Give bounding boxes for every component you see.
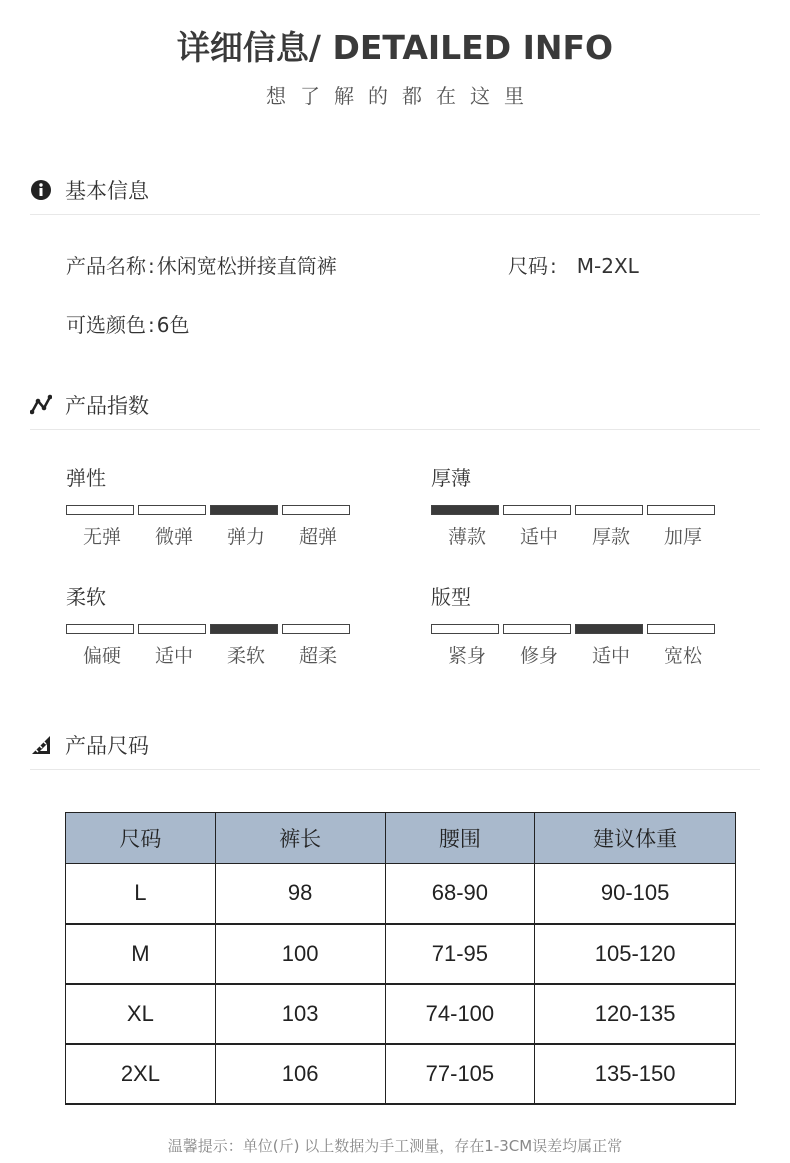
column-header: 腰围 [385, 813, 535, 864]
gauge-bars [66, 505, 366, 515]
gauge-segment [575, 505, 643, 515]
column-header: 尺码 [66, 813, 216, 864]
table-row [66, 864, 736, 924]
ruler-triangle-icon [30, 734, 52, 756]
gauge-segment [647, 624, 715, 634]
table-cell: XL [66, 984, 216, 1044]
gauge-option: 弹力 [226, 526, 265, 548]
gauge-bars [431, 505, 731, 515]
table-cell: 120-135 [535, 984, 736, 1044]
gauge-segment [431, 505, 499, 515]
gauge-option: 紧身 [447, 645, 486, 667]
table-cell: 2XL [66, 1044, 216, 1104]
gauge-elasticity [66, 462, 366, 548]
gauge-segment [503, 624, 571, 634]
gauge-segment [647, 505, 715, 515]
gauge-title: 柔软 [66, 585, 106, 609]
size-table [65, 812, 736, 1105]
table-row [66, 924, 736, 984]
gauge-segment [282, 624, 350, 634]
table-cell: 100 [215, 924, 385, 984]
gauge-segment [282, 505, 350, 515]
gauge-softness [66, 581, 366, 667]
column-header: 建议体重 [535, 813, 736, 864]
gauge-option: 适中 [154, 645, 193, 667]
measurement-tip: 温馨提示：单位(斤) 以上数据为手工测量，存在1-3CM误差均属正常 [167, 1137, 623, 1155]
gauge-segment [210, 624, 278, 634]
size-range-label: 尺码 [508, 254, 548, 278]
product-size-heading: 产品尺码 [65, 734, 149, 758]
table-cell: 77-105 [385, 1044, 535, 1104]
table-row [66, 984, 736, 1044]
gauge-title: 版型 [431, 585, 471, 609]
table-cell: 106 [215, 1044, 385, 1104]
gauge-option: 宽松 [663, 645, 702, 667]
size-range-row: 尺码 : M-2XL [508, 254, 639, 278]
size-range-value: M-2XL [576, 254, 639, 278]
color-label: 可选颜色 [66, 313, 146, 337]
table-cell: 103 [215, 984, 385, 1044]
gauge-option: 加厚 [663, 526, 702, 548]
info-icon [30, 179, 52, 201]
gauge-option: 无弹 [82, 526, 121, 548]
gauge-option: 适中 [591, 645, 630, 667]
gauge-option: 超柔 [298, 645, 337, 667]
gauge-segment [138, 624, 206, 634]
product-size-header [30, 730, 760, 770]
table-cell: 71-95 [385, 924, 535, 984]
gauge-segment [431, 624, 499, 634]
page-title: 详细信息/ DETAILED INFO [176, 28, 614, 67]
table-cell: 68-90 [385, 864, 535, 924]
gauge-option: 微弹 [154, 526, 193, 548]
table-header-row [66, 813, 736, 864]
gauge-segment [66, 505, 134, 515]
gauge-option: 修身 [519, 645, 558, 667]
color-value: 6色 [156, 313, 190, 337]
gauge-option: 薄款 [447, 526, 486, 548]
basic-info-heading: 基本信息 [65, 179, 149, 203]
gauge-segment [210, 505, 278, 515]
table-row [66, 1044, 736, 1104]
column-header: 裤长 [215, 813, 385, 864]
product-index-header [30, 390, 760, 430]
gauge-segment [503, 505, 571, 515]
trend-icon [30, 394, 52, 416]
table-cell: 74-100 [385, 984, 535, 1044]
page-subtitle: 想了解的都在这里 [266, 84, 538, 108]
table-cell: 105-120 [535, 924, 736, 984]
product-index-heading: 产品指数 [65, 394, 149, 418]
table-cell: 98 [215, 864, 385, 924]
table-cell: L [66, 864, 216, 924]
gauge-fit [431, 581, 731, 667]
gauge-segment [575, 624, 643, 634]
gauge-segment [66, 624, 134, 634]
product-name-label: 产品名称 [66, 254, 146, 278]
gauge-option: 偏硬 [82, 645, 121, 667]
gauge-option: 适中 [519, 526, 558, 548]
gauge-option: 柔软 [226, 645, 265, 667]
color-row: 可选颜色 : 6色 [66, 313, 190, 337]
basic-info-header [30, 175, 760, 215]
gauge-title: 弹性 [66, 466, 106, 490]
table-cell: 90-105 [535, 864, 736, 924]
gauge-title: 厚薄 [431, 466, 471, 490]
gauge-thickness [431, 462, 731, 548]
gauge-segment [138, 505, 206, 515]
table-cell: 135-150 [535, 1044, 736, 1104]
gauge-option: 超弹 [298, 526, 337, 548]
table-cell: M [66, 924, 216, 984]
gauge-bars [66, 624, 366, 634]
gauge-option: 厚款 [591, 526, 630, 548]
gauge-bars [431, 624, 731, 634]
product-name-row: 产品名称 : 休闲宽松拼接直筒裤 [66, 254, 337, 278]
product-name-value: 休闲宽松拼接直筒裤 [156, 254, 337, 278]
